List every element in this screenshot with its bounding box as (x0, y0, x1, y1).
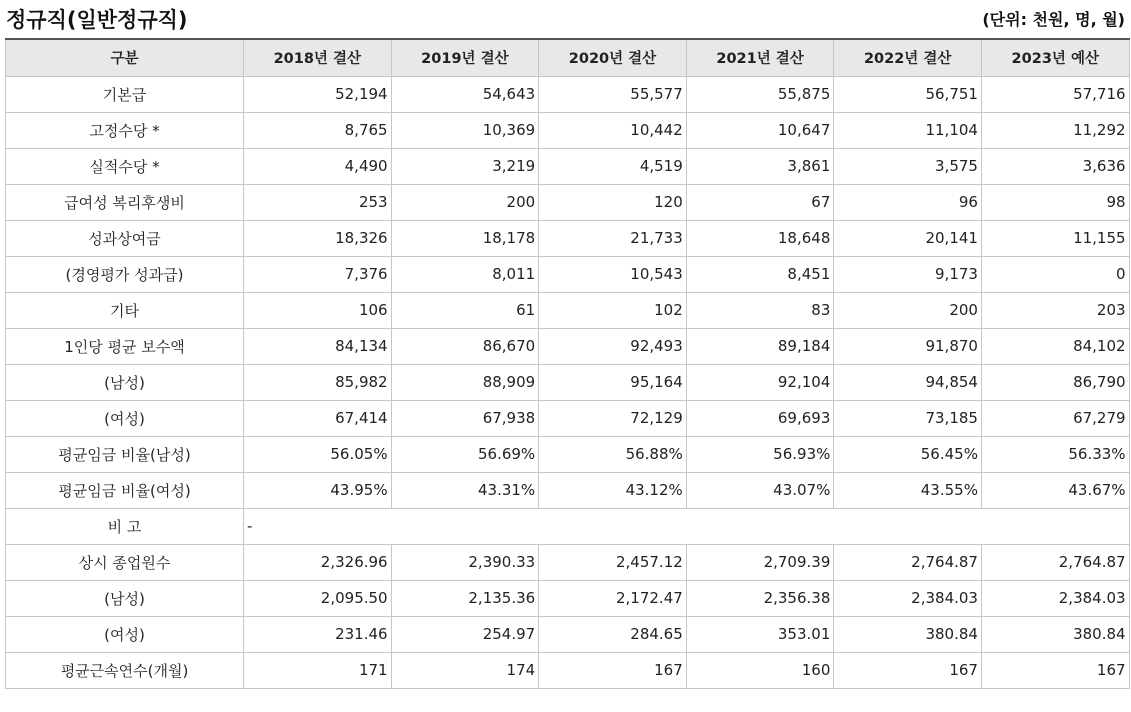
table-cell: 8,011 (391, 256, 539, 292)
table-cell: 10,543 (539, 256, 687, 292)
table-row (6, 364, 1130, 400)
table-cell: 94,854 (834, 364, 982, 400)
table-cell: 67,279 (981, 400, 1129, 436)
table-cell: 84,102 (981, 328, 1129, 364)
table-cell: 4,490 (244, 148, 392, 184)
table-cell: 160 (686, 652, 834, 688)
row-label: 평균임금 비율(여성) (6, 472, 244, 508)
table-cell: 43.31% (391, 472, 539, 508)
table-cell: 56.05% (244, 436, 392, 472)
table-cell: 353.01 (686, 616, 834, 652)
table-cell: 61 (391, 292, 539, 328)
table-cell: 171 (244, 652, 392, 688)
table-cell: 0 (981, 256, 1129, 292)
table-cell: 231.46 (244, 616, 392, 652)
table-cell: 203 (981, 292, 1129, 328)
column-header: 2020년 결산 (539, 39, 687, 76)
table-cell: 67,414 (244, 400, 392, 436)
table-row (6, 220, 1130, 256)
table-cell: 8,765 (244, 112, 392, 148)
note-row (6, 508, 1130, 544)
table-cell: 57,716 (981, 76, 1129, 112)
table-cell: 84,134 (244, 328, 392, 364)
table-cell: 3,636 (981, 148, 1129, 184)
table-cell: 52,194 (244, 76, 392, 112)
table-cell: 2,764.87 (981, 544, 1129, 580)
table-cell: 106 (244, 292, 392, 328)
table-cell: 2,390.33 (391, 544, 539, 580)
table-cell: 89,184 (686, 328, 834, 364)
table-row (6, 292, 1130, 328)
row-label: (경영평가 성과급) (6, 256, 244, 292)
table-cell: 88,909 (391, 364, 539, 400)
table-cell: 83 (686, 292, 834, 328)
row-label: 평균임금 비율(남성) (6, 436, 244, 472)
table-cell: 2,384.03 (834, 580, 982, 616)
column-header: 2018년 결산 (244, 39, 392, 76)
table-cell: 20,141 (834, 220, 982, 256)
table-cell: 2,326.96 (244, 544, 392, 580)
table-cell: 18,648 (686, 220, 834, 256)
table-cell: 91,870 (834, 328, 982, 364)
compensation-table (5, 38, 1130, 689)
table-cell: 2,457.12 (539, 544, 687, 580)
column-header: 2022년 결산 (834, 39, 982, 76)
table-cell: 69,693 (686, 400, 834, 436)
note-cell: - (244, 508, 1130, 544)
table-cell: 56.93% (686, 436, 834, 472)
table-cell: 55,577 (539, 76, 687, 112)
table-cell: 43.95% (244, 472, 392, 508)
page-title: 정규직(일반정규직) (6, 8, 188, 32)
table-cell: 253 (244, 184, 392, 220)
table-cell: 54,643 (391, 76, 539, 112)
table-cell: 2,709.39 (686, 544, 834, 580)
table-cell: 2,356.38 (686, 580, 834, 616)
table-cell: 4,519 (539, 148, 687, 184)
table-cell: 284.65 (539, 616, 687, 652)
table-cell: 56.88% (539, 436, 687, 472)
table-row (6, 76, 1130, 112)
table-cell: 3,219 (391, 148, 539, 184)
table-cell: 167 (981, 652, 1129, 688)
row-label: 급여성 복리후생비 (6, 184, 244, 220)
table-cell: 254.97 (391, 616, 539, 652)
table-cell: 2,172.47 (539, 580, 687, 616)
table-cell: 43.12% (539, 472, 687, 508)
row-label: (여성) (6, 400, 244, 436)
table-cell: 2,135.36 (391, 580, 539, 616)
table-cell: 11,155 (981, 220, 1129, 256)
row-label: 성과상여금 (6, 220, 244, 256)
row-label: 고정수당 * (6, 112, 244, 148)
table-cell: 86,790 (981, 364, 1129, 400)
table-cell: 9,173 (834, 256, 982, 292)
table-cell: 55,875 (686, 76, 834, 112)
table-row (6, 148, 1130, 184)
table-cell: 102 (539, 292, 687, 328)
table-cell: 95,164 (539, 364, 687, 400)
table-cell: 86,670 (391, 328, 539, 364)
row-label: (남성) (6, 580, 244, 616)
table-row (6, 112, 1130, 148)
table-cell: 10,369 (391, 112, 539, 148)
table-cell: 85,982 (244, 364, 392, 400)
row-label: 평균근속연수(개월) (6, 652, 244, 688)
table-cell: 2,764.87 (834, 544, 982, 580)
table-cell: 3,861 (686, 148, 834, 184)
table-header-row (6, 39, 1130, 76)
table-cell: 67,938 (391, 400, 539, 436)
column-header: 2019년 결산 (391, 39, 539, 76)
table-cell: 96 (834, 184, 982, 220)
table-cell: 92,493 (539, 328, 687, 364)
table-cell: 18,326 (244, 220, 392, 256)
table-cell: 3,575 (834, 148, 982, 184)
table-row (6, 184, 1130, 220)
table-cell: 43.07% (686, 472, 834, 508)
table-cell: 8,451 (686, 256, 834, 292)
table-cell: 56.45% (834, 436, 982, 472)
table-row (6, 436, 1130, 472)
row-label: 1인당 평균 보수액 (6, 328, 244, 364)
table-row (6, 616, 1130, 652)
table-row (6, 328, 1130, 364)
table-cell: 56.69% (391, 436, 539, 472)
table-cell: 92,104 (686, 364, 834, 400)
table-cell: 11,292 (981, 112, 1129, 148)
table-row (6, 472, 1130, 508)
table-cell: 21,733 (539, 220, 687, 256)
column-header: 구분 (6, 39, 244, 76)
row-label: 상시 종업원수 (6, 544, 244, 580)
table-cell: 380.84 (981, 616, 1129, 652)
row-label: (남성) (6, 364, 244, 400)
row-label: 비 고 (6, 508, 244, 544)
column-header: 2021년 결산 (686, 39, 834, 76)
table-cell: 200 (834, 292, 982, 328)
table-row (6, 544, 1130, 580)
table-cell: 7,376 (244, 256, 392, 292)
unit-label: (단위: 천원, 명, 월) (982, 10, 1125, 29)
table-row (6, 400, 1130, 436)
table-cell: 43.67% (981, 472, 1129, 508)
table-cell: 380.84 (834, 616, 982, 652)
table-cell: 43.55% (834, 472, 982, 508)
table-cell: 10,442 (539, 112, 687, 148)
row-label: 기타 (6, 292, 244, 328)
table-cell: 67 (686, 184, 834, 220)
table-cell: 18,178 (391, 220, 539, 256)
table-cell: 200 (391, 184, 539, 220)
row-label: (여성) (6, 616, 244, 652)
table-cell: 72,129 (539, 400, 687, 436)
table-row (6, 256, 1130, 292)
table-cell: 120 (539, 184, 687, 220)
table-cell: 167 (539, 652, 687, 688)
table-cell: 10,647 (686, 112, 834, 148)
table-row (6, 652, 1130, 688)
table-cell: 56,751 (834, 76, 982, 112)
table-cell: 167 (834, 652, 982, 688)
table-cell: 174 (391, 652, 539, 688)
table-cell: 56.33% (981, 436, 1129, 472)
table-cell: 2,384.03 (981, 580, 1129, 616)
row-label: 기본급 (6, 76, 244, 112)
column-header: 2023년 예산 (981, 39, 1129, 76)
table-cell: 11,104 (834, 112, 982, 148)
table-row (6, 580, 1130, 616)
row-label: 실적수당 * (6, 148, 244, 184)
table-cell: 2,095.50 (244, 580, 392, 616)
table-cell: 73,185 (834, 400, 982, 436)
table-cell: 98 (981, 184, 1129, 220)
